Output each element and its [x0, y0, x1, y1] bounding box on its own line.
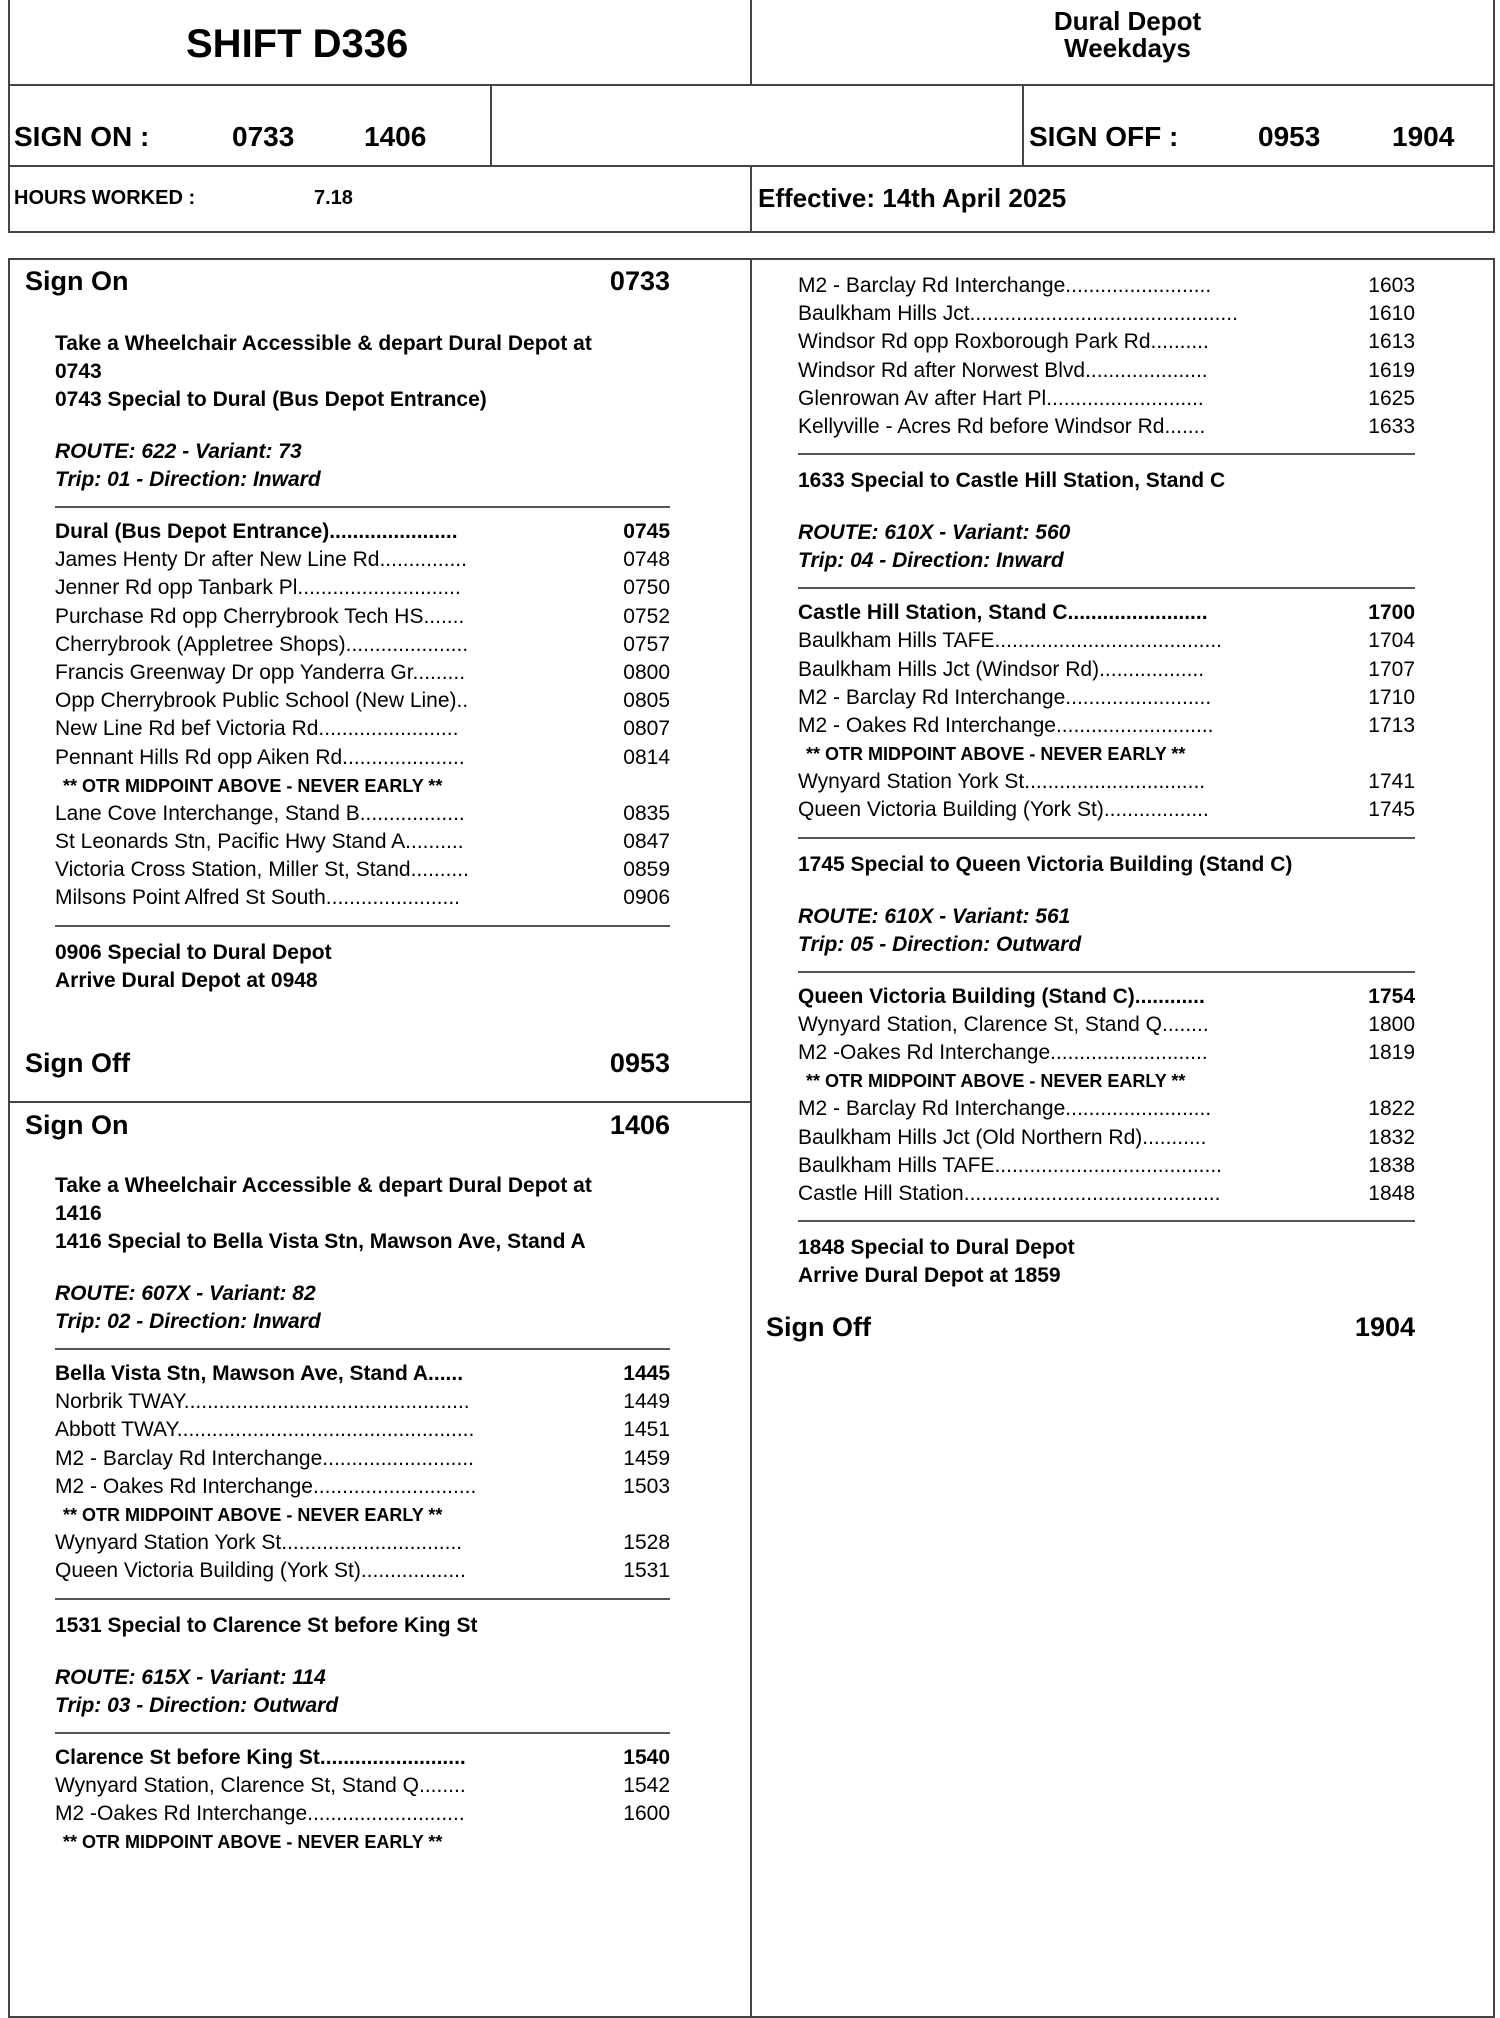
- stop-time: 0859: [623, 858, 670, 882]
- stop-name: Cherrybrook (Appletree Shops).....................: [55, 632, 469, 656]
- timetable-row: [55, 884, 670, 912]
- stop-time: 1613: [1368, 330, 1415, 354]
- stop-name: Victoria Cross Station, Miller St, Stand..........: [55, 858, 469, 882]
- stop-time: 1603: [1368, 274, 1415, 297]
- depart-text: Take a Wheelchair Accessible & depart Dural Depot at: [55, 332, 592, 355]
- sign-on-text: Sign On: [25, 266, 129, 296]
- timetable-row: [55, 631, 670, 659]
- stop-name: M2 - Barclay Rd Interchange.........................: [798, 685, 1212, 709]
- header-divider: [750, 165, 752, 233]
- left-column: [25, 266, 670, 310]
- timetable-row: [798, 357, 1415, 385]
- stop-time: 1528: [623, 1531, 670, 1555]
- otr-midpoint-note: ** OTR MIDPOINT ABOVE - NEVER EARLY **: [63, 1832, 443, 1853]
- timetable-row: [798, 1039, 1415, 1067]
- stop-time: 1459: [623, 1446, 670, 1470]
- sign-on-time: 0733: [609, 266, 670, 296]
- timetable-row: [798, 712, 1415, 740]
- timetable-row: [55, 1557, 670, 1585]
- sign-on-block: [25, 1110, 670, 1154]
- stop-name: New Line Rd bef Victoria Rd........................: [55, 717, 459, 741]
- stop-name: Bella Vista Stn, Mawson Ave, Stand A......: [55, 1362, 464, 1385]
- stop-name: M2 - Barclay Rd Interchange..........................: [55, 1446, 474, 1470]
- shift-title: SHIFT D336: [186, 22, 409, 66]
- stop-time: 0805: [623, 689, 670, 713]
- sign-on-label: SIGN ON :: [14, 121, 150, 152]
- stop-time: 1449: [623, 1390, 670, 1414]
- stop-name: Jenner Rd opp Tanbark Pl............................: [55, 576, 461, 600]
- timetable-row: [798, 385, 1415, 413]
- timetable-row: [798, 599, 1415, 627]
- timetable-row: [55, 1445, 670, 1473]
- stop-time: 1707: [1368, 657, 1415, 681]
- stop-time: 0800: [623, 660, 670, 684]
- stop-name: M2 -Oakes Rd Interchange...........................: [798, 1041, 1208, 1064]
- stop-time: 1819: [1368, 1041, 1415, 1064]
- trip-4-stops: [798, 599, 1415, 825]
- stop-name: Clarence St before King St.........................: [55, 1745, 466, 1769]
- right-column: [766, 272, 1415, 1356]
- route-info: [55, 438, 670, 494]
- timetable-row: [55, 744, 670, 772]
- stop-time: 1713: [1368, 713, 1415, 737]
- stop-name: Wynyard Station York St...............................: [55, 1531, 463, 1555]
- sign-on-text: Sign On: [25, 1110, 129, 1140]
- timetable-row: [798, 1124, 1415, 1152]
- depart-time: 1416: [55, 1202, 102, 1225]
- sign-off-time: 1904: [1354, 1312, 1415, 1343]
- route-info: [55, 1664, 670, 1720]
- stop-name: Castle Hill Station............................................: [798, 1181, 1221, 1205]
- stop-time: 1848: [1368, 1181, 1415, 1205]
- depart-time: 0743: [55, 360, 102, 383]
- stop-name: Baulkham Hills TAFE.......................................: [798, 1153, 1222, 1177]
- stop-time: 1838: [1368, 1153, 1415, 1177]
- sign-off-text: Sign Off: [766, 1312, 871, 1343]
- after-trip-note: [55, 939, 670, 995]
- stop-name: Francis Greenway Dr opp Yanderra Gr.........: [55, 660, 466, 684]
- stop-time: 1610: [1368, 302, 1415, 326]
- timetable-row: [55, 518, 670, 546]
- special-text: 1531 Special to Clarence St before King St: [55, 1613, 478, 1637]
- stop-name: Norbrik TWAY.................................................: [55, 1390, 470, 1414]
- timetable-row: [55, 687, 670, 715]
- hours-worked-value: 7.18: [314, 187, 353, 209]
- otr-midpoint-note: ** OTR MIDPOINT ABOVE - NEVER EARLY **: [806, 1071, 1186, 1092]
- timetable-row: [798, 1011, 1415, 1039]
- depart-text: Take a Wheelchair Accessible & depart Dural Depot at: [55, 1174, 592, 1197]
- otr-midpoint-note: ** OTR MIDPOINT ABOVE - NEVER EARLY **: [63, 775, 443, 796]
- header-divider: [750, 0, 752, 86]
- stop-name: Glenrowan Av after Hart Pl...........................: [798, 386, 1204, 410]
- sign-off-text: Sign Off: [25, 1048, 130, 1078]
- arrive-text: Arrive Dural Depot at 1859: [798, 1264, 1061, 1288]
- timetable-row: [55, 856, 670, 884]
- sign-on-time: 1406: [364, 121, 427, 152]
- sign-off-time: 0953: [609, 1048, 670, 1078]
- stop-time: 1633: [1368, 414, 1415, 438]
- route-line: ROUTE: 607X - Variant: 82: [55, 1282, 316, 1305]
- stop-time: 1619: [1368, 358, 1415, 382]
- after-trip-note: [55, 1612, 670, 1640]
- stop-name: M2 - Oakes Rd Interchange...........................: [798, 713, 1214, 737]
- stop-time: 0750: [623, 576, 670, 600]
- stop-name: Queen Victoria Building (York St)..................: [798, 798, 1209, 822]
- stop-name: Windsor Rd after Norwest Blvd.....................: [798, 358, 1208, 382]
- stop-time: 0835: [623, 801, 670, 825]
- stop-time: 1531: [623, 1559, 670, 1583]
- timetable-row: [798, 328, 1415, 356]
- stop-time: 0757: [623, 632, 670, 656]
- sign-off-time: 1904: [1392, 121, 1455, 152]
- route-line: ROUTE: 615X - Variant: 114: [55, 1665, 326, 1689]
- stop-time: 1745: [1368, 798, 1415, 822]
- otr-midpoint-note: ** OTR MIDPOINT ABOVE - NEVER EARLY **: [63, 1504, 443, 1525]
- timetable-row: [55, 800, 670, 828]
- trip-line: Trip: 04 - Direction: Inward: [798, 549, 1064, 573]
- special-text: 0906 Special to Dural Depot: [55, 940, 332, 964]
- stop-name: M2 - Barclay Rd Interchange.........................: [798, 1097, 1212, 1121]
- sign-off-row: [766, 1312, 1415, 1356]
- timetable-row: [798, 300, 1415, 328]
- timetable-row: [55, 1529, 670, 1557]
- shift-split-line: [8, 1101, 750, 1103]
- timetable-row: [55, 1360, 670, 1388]
- timetable-row: [798, 768, 1415, 796]
- timetable-row: [798, 272, 1415, 300]
- route-line: ROUTE: 610X - Variant: 560: [798, 521, 1071, 545]
- timetable-row: [55, 574, 670, 602]
- timetable-row: [55, 828, 670, 856]
- timetable-row: [798, 684, 1415, 712]
- stop-time: 0906: [623, 886, 670, 910]
- depart-instruction: [55, 1172, 670, 1256]
- column-divider: [750, 258, 752, 2018]
- trip-1-stops: [55, 518, 670, 913]
- timetable-row: [798, 796, 1415, 824]
- route-line: ROUTE: 610X - Variant: 561: [798, 904, 1071, 928]
- timetable-row: [55, 1388, 670, 1416]
- trip-2-stops: [55, 1360, 670, 1586]
- timetable-row: [798, 1152, 1415, 1180]
- trip-3-stops: [55, 1744, 670, 1857]
- timetable-row: [55, 1473, 670, 1501]
- trip-line: Trip: 05 - Direction: Outward: [798, 932, 1082, 956]
- otr-midpoint-note: ** OTR MIDPOINT ABOVE - NEVER EARLY **: [806, 744, 1186, 765]
- timetable-row: [55, 1416, 670, 1444]
- special-text: 1745 Special to Queen Victoria Building (Stand C): [798, 852, 1293, 876]
- stop-name: Kellyville - Acres Rd before Windsor Rd.......: [798, 414, 1206, 438]
- stop-name: M2 - Oakes Rd Interchange............................: [55, 1474, 477, 1498]
- stop-name: Milsons Point Alfred St South.......................: [55, 886, 460, 910]
- stop-name: Baulkham Hills Jct (Windsor Rd)..................: [798, 657, 1205, 681]
- trip-5-stops: [798, 983, 1415, 1209]
- hours-worked-label: HOURS WORKED :: [14, 187, 196, 209]
- stop-name: James Henty Dr after New Line Rd...............: [55, 548, 467, 572]
- stop-time: 0814: [623, 745, 670, 769]
- timetable-row: [798, 983, 1415, 1011]
- stop-name: Queen Victoria Building (Stand C)............: [798, 984, 1205, 1008]
- stop-name: Wynyard Station, Clarence St, Stand Q........: [798, 1012, 1209, 1036]
- route-info: [55, 1280, 670, 1336]
- stop-name: Baulkham Hills Jct (Old Northern Rd)...........: [798, 1125, 1207, 1149]
- stop-time: 1600: [623, 1801, 670, 1825]
- timetable-row: [55, 546, 670, 574]
- trip-line: Trip: 03 - Direction: Outward: [55, 1693, 339, 1717]
- stop-name: Wynyard Station, Clarence St, Stand Q........: [55, 1773, 466, 1797]
- stop-time: 1832: [1368, 1125, 1415, 1149]
- effective-date: Effective: 14th April 2025: [758, 183, 1067, 213]
- stop-name: M2 - Barclay Rd Interchange.........................: [798, 274, 1212, 297]
- stop-time: 1800: [1368, 1012, 1415, 1036]
- timetable-row: [55, 659, 670, 687]
- timetable-row: [798, 413, 1415, 441]
- timetable-row: [55, 1800, 670, 1828]
- stop-time: 1540: [623, 1745, 670, 1769]
- sign-off-label: SIGN OFF :: [1029, 121, 1179, 152]
- depot-name: [760, 8, 1495, 62]
- stop-name: Windsor Rd opp Roxborough Park Rd..........: [798, 330, 1209, 354]
- timetable-row: [55, 603, 670, 631]
- stop-name: St Leonards Stn, Pacific Hwy Stand A..........: [55, 830, 464, 854]
- stop-time: 1704: [1368, 629, 1415, 653]
- arrive-text: Arrive Dural Depot at 0948: [55, 968, 318, 992]
- stop-name: Baulkham Hills TAFE.......................................: [798, 629, 1222, 653]
- timetable-row: [55, 1772, 670, 1800]
- sign-off-time: 0953: [1258, 121, 1321, 152]
- trip-line: Trip: 02 - Direction: Inward: [55, 1310, 321, 1333]
- special-text: 0743 Special to Dural (Bus Depot Entrance): [55, 388, 487, 411]
- depot-schedule: Weekdays: [1064, 33, 1191, 63]
- depart-instruction: [55, 330, 670, 414]
- sign-on-time: 1406: [609, 1110, 670, 1140]
- stop-time: 1822: [1368, 1097, 1415, 1121]
- sign-off-row: [25, 1048, 670, 1092]
- route-line: ROUTE: 622 - Variant: 73: [55, 440, 302, 463]
- stop-time: 1710: [1368, 685, 1415, 709]
- stop-time: 0752: [623, 604, 670, 628]
- stop-time: 1445: [623, 1362, 670, 1385]
- depot-line: Dural Depot: [1053, 6, 1202, 36]
- sign-off-block: [25, 1048, 670, 1092]
- sign-on-row: [25, 1110, 670, 1154]
- special-text: 1633 Special to Castle Hill Station, Stand C: [798, 469, 1226, 493]
- special-text: 1848 Special to Dural Depot: [798, 1236, 1075, 1260]
- stop-name: Pennant Hills Rd opp Aiken Rd.....................: [55, 745, 465, 769]
- trip-line: Trip: 01 - Direction: Inward: [55, 468, 321, 491]
- trip-3-continued-stops: [798, 272, 1415, 441]
- left-shift-2: [55, 1172, 670, 1856]
- sign-on-time: 0733: [232, 121, 295, 152]
- header-divider: [1022, 84, 1024, 166]
- stop-name: M2 -Oakes Rd Interchange...........................: [55, 1801, 465, 1825]
- stop-time: 1542: [623, 1773, 670, 1797]
- stop-time: 1754: [1368, 984, 1415, 1008]
- stop-time: 1700: [1368, 601, 1415, 625]
- stop-time: 0807: [623, 717, 670, 741]
- stop-name: Queen Victoria Building (York St)..................: [55, 1559, 466, 1583]
- route-info: [798, 519, 1415, 575]
- stop-time: 0745: [623, 520, 670, 543]
- stop-name: Castle Hill Station, Stand C........................: [798, 601, 1208, 625]
- timetable-row: [798, 1180, 1415, 1208]
- stop-name: Abbott TWAY...................................................: [55, 1418, 475, 1442]
- stop-name: Dural (Bus Depot Entrance)......................: [55, 520, 458, 543]
- after-trip-note: [798, 851, 1415, 879]
- stop-name: Wynyard Station York St...............................: [798, 770, 1206, 794]
- route-info: [798, 903, 1415, 959]
- stop-time: 1503: [623, 1474, 670, 1498]
- stop-time: 1451: [623, 1418, 670, 1442]
- stop-time: 0748: [623, 548, 670, 572]
- timetable-row: [55, 1744, 670, 1772]
- special-text: 1416 Special to Bella Vista Stn, Mawson Ave, Stand A: [55, 1230, 586, 1253]
- timetable-row: [798, 627, 1415, 655]
- stop-name: Lane Cove Interchange, Stand B..................: [55, 801, 465, 825]
- sign-on-row: [25, 266, 670, 310]
- stop-name: Purchase Rd opp Cherrybrook Tech HS.......: [55, 604, 465, 628]
- after-trip-note: [798, 1234, 1415, 1290]
- timetable-row: [798, 1095, 1415, 1123]
- left-shift-1: [55, 330, 670, 995]
- stop-time: 0847: [623, 830, 670, 854]
- header-divider: [490, 84, 492, 166]
- stop-name: Baulkham Hills Jct..............................................: [798, 302, 1238, 326]
- after-trip-note: [798, 467, 1415, 495]
- stop-time: 1625: [1368, 386, 1415, 410]
- stop-time: 1741: [1368, 770, 1415, 794]
- stop-name: Opp Cherrybrook Public School (New Line)..: [55, 689, 469, 713]
- timetable-row: [55, 715, 670, 743]
- timetable-row: [798, 656, 1415, 684]
